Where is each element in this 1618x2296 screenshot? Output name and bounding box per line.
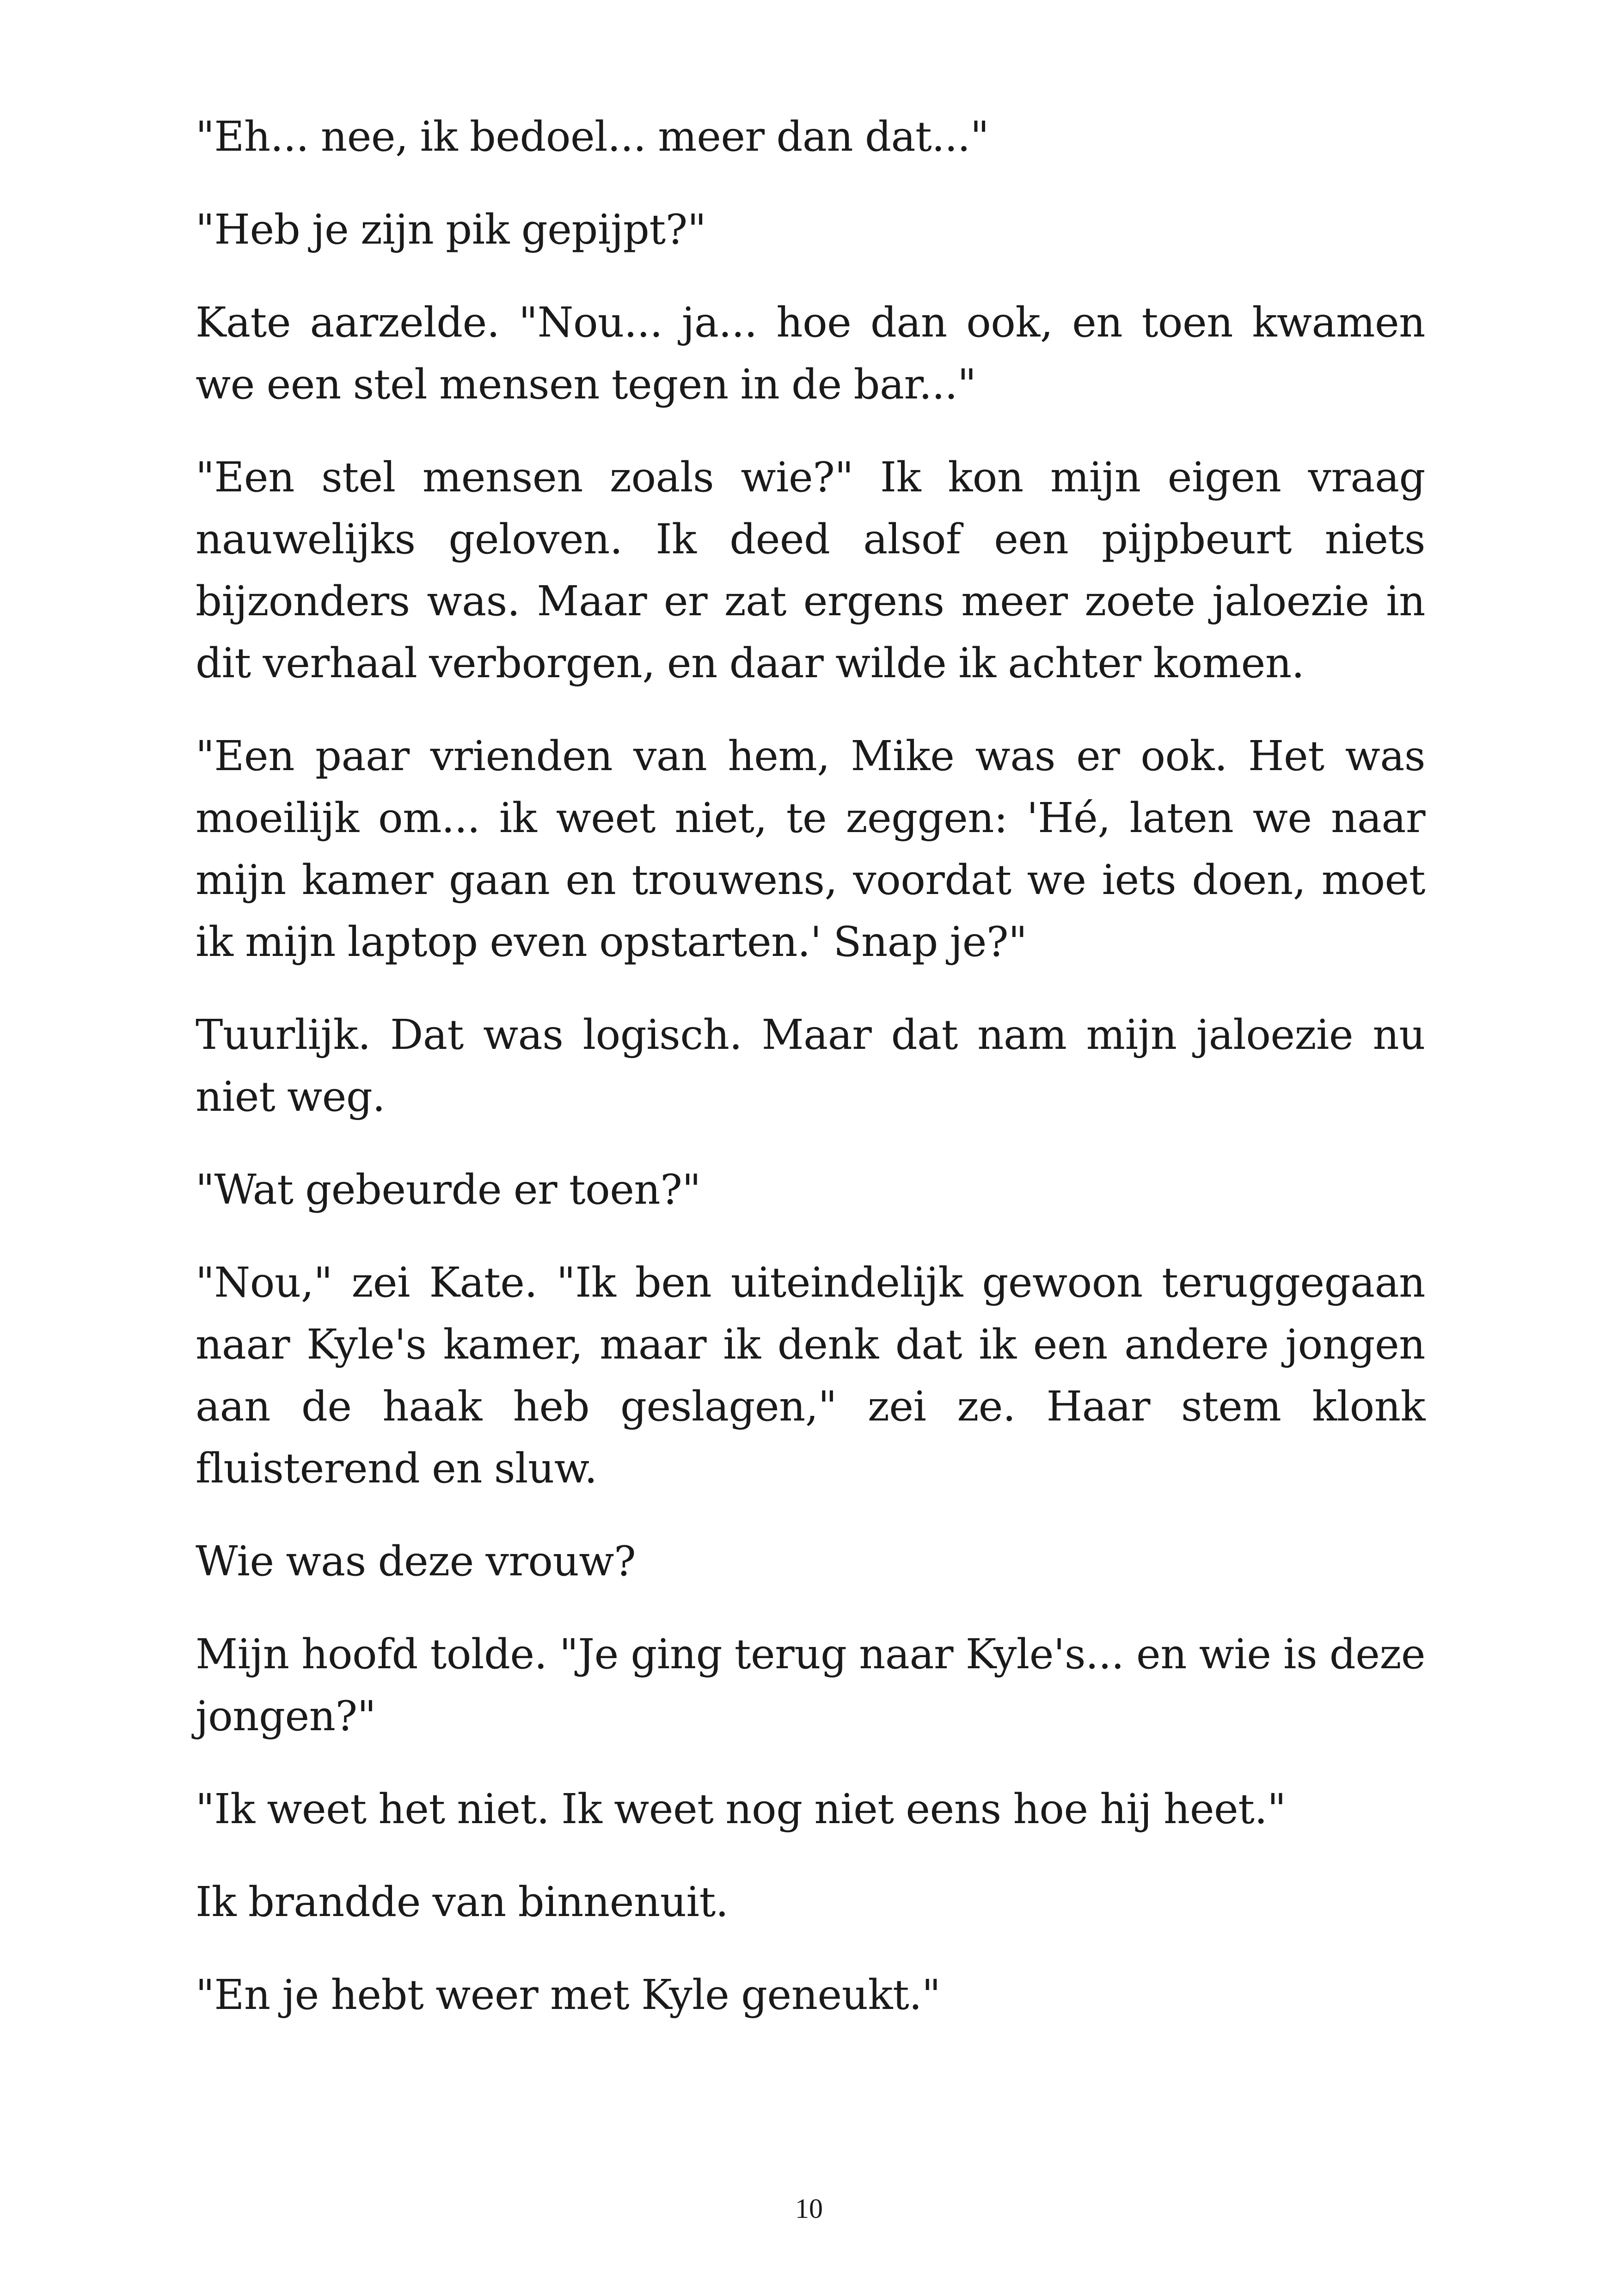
body-text xyxy=(196,105,1425,2057)
paragraph-6: Tuurlijk. Dat was logisch. Maar dat nam mijn jaloezie nu niet weg. xyxy=(196,1010,1425,1120)
paragraph-10: Mijn hoofd tolde. "Je ging terug naar Kyle's... en wie is deze jongen?" xyxy=(196,1630,1425,1740)
paragraph-3: Kate aarzelde. "Nou... ja... hoe dan ook, en toen kwamen we een stel mensen tegen in de bar..." xyxy=(196,298,1425,408)
page-number: 10 xyxy=(795,2193,823,2224)
paragraph-5: "Een paar vrienden van hem, Mike was er ook. Het was moeilijk om... ik weet niet, te zeggen: 'Hé, laten we naar mijn kamer gaan en trouwens, voordat we iets doen, moet ik mijn laptop even opstarten.' Snap je?" xyxy=(196,732,1425,966)
paragraph-13: "En je hebt weer met Kyle geneukt." xyxy=(196,1971,941,2019)
paragraph-1: "Eh... nee, ik bedoel... meer dan dat..." xyxy=(196,112,989,160)
paragraph-4: "Een stel mensen zoals wie?" Ik kon mijn eigen vraag nauwelijks geloven. Ik deed alsof een pijpbeurt niets bijzonders was. Maar er zat ergens meer zoete jaloezie in dit verhaal verborgen, en daar wilde ik achter komen. xyxy=(196,453,1425,687)
paragraph-9: Wie was deze vrouw? xyxy=(196,1537,636,1585)
paragraph-2: "Heb je zijn pik gepijpt?" xyxy=(196,205,706,253)
paragraph-12: Ik brandde van binnenuit. xyxy=(196,1878,729,1926)
paragraph-11: "Ik weet het niet. Ik weet nog niet eens hoe hij heet." xyxy=(196,1785,1286,1833)
paragraph-8: "Nou," zei Kate. "Ik ben uiteindelijk gewoon teruggegaan naar Kyle's kamer, maar ik denk dat ik een andere jongen aan de haak heb geslagen," zei ze. Haar stem klonk fluisterend en sluw. xyxy=(196,1258,1425,1492)
paragraph-7: "Wat gebeurde er toen?" xyxy=(196,1165,701,1213)
